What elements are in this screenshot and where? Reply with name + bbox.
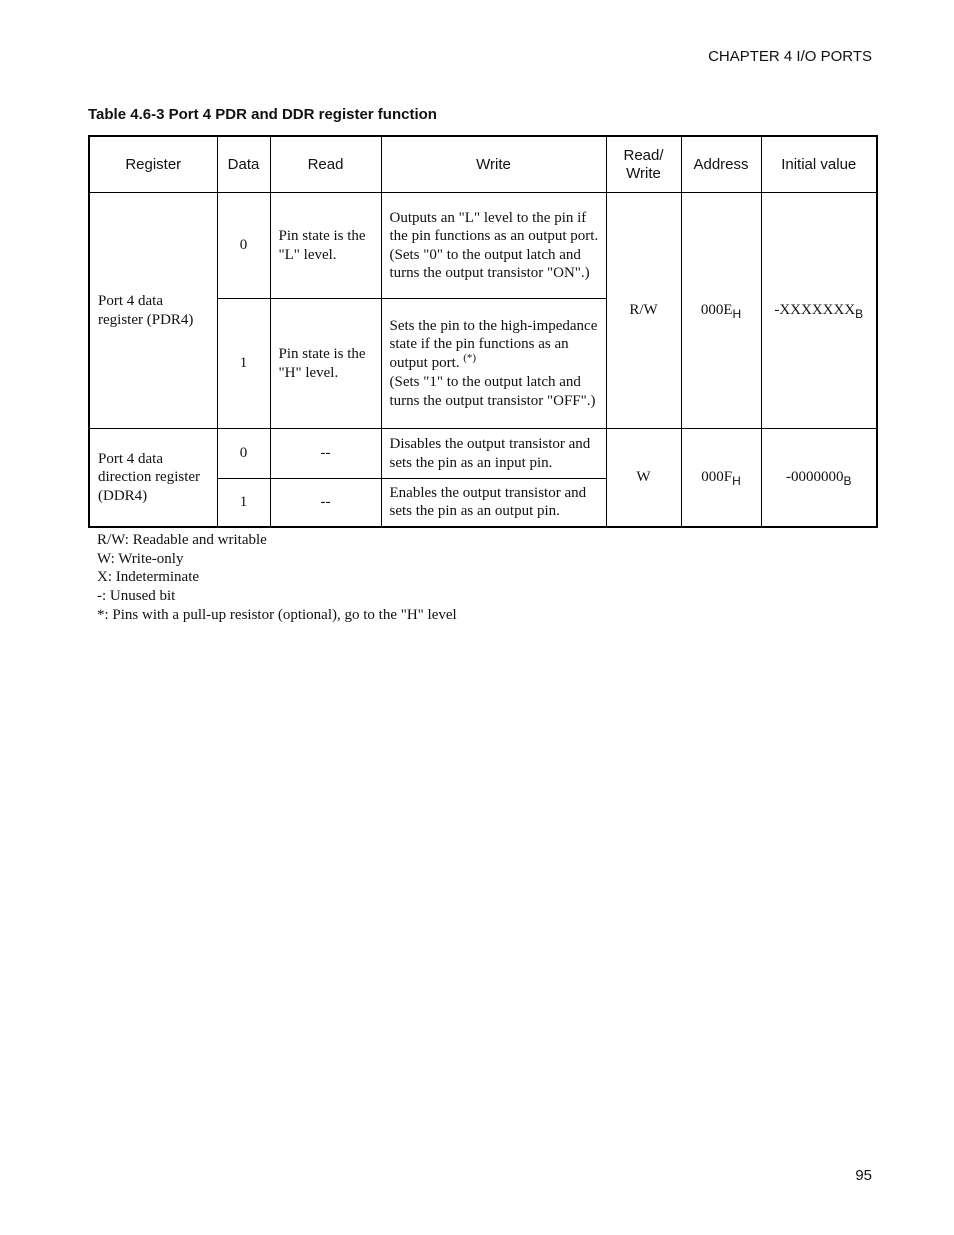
ddr-read-write: W <box>606 429 681 527</box>
pdr-read-1: Pin state is the "H" level. <box>270 299 381 429</box>
column-header-read-write <box>606 136 681 193</box>
column-header-data: Data <box>217 136 270 193</box>
pdr-address <box>681 193 761 429</box>
pdr-initial-value <box>761 193 877 429</box>
pdr-read-write: R/W <box>606 193 681 429</box>
note-rw: R/W: Readable and writable <box>97 532 267 548</box>
table-caption: Table 4.6-3 Port 4 PDR and DDR register function <box>88 106 437 123</box>
ddr-address-hex-suffix: H <box>732 474 741 488</box>
pdr-write-1-footnote-mark: (*) <box>463 351 477 364</box>
column-header-rw-line1: Read/ <box>623 146 664 164</box>
table-row <box>89 429 877 479</box>
ddr-register-name: Port 4 data direction register (DDR4) <box>89 429 217 527</box>
column-header-address: Address <box>681 136 761 193</box>
ddr-initial-value-bits: -0000000 <box>785 469 844 485</box>
column-header-register: Register <box>89 136 217 193</box>
ddr-write-0: Disables the output transistor and sets the pin as an input pin. <box>381 429 606 479</box>
column-header-rw-line2: Write <box>626 164 661 182</box>
pdr-register-name: Port 4 data register (PDR4) <box>89 193 217 429</box>
note-unused: -: Unused bit <box>97 588 176 605</box>
pdr-address-value: 000E <box>700 302 733 319</box>
note-w: W: Write-only <box>97 550 184 567</box>
page-number: 95 <box>855 1167 872 1184</box>
pdr-write-0 <box>381 193 606 299</box>
register-table <box>88 135 878 528</box>
ddr-data-0: 0 <box>217 429 270 479</box>
ddr-read-0: -- <box>270 429 381 479</box>
ddr-write-1: Enables the output transistor and sets the pin as an output pin. <box>381 479 606 527</box>
ddr-address <box>681 429 761 527</box>
pdr-write-0-line1: Outputs an "L" level to the pin if the pin functions as an output port. <box>389 209 599 244</box>
ddr-address-value: 000F <box>701 469 733 485</box>
column-header-read: Read <box>270 136 381 193</box>
ddr-data-1: 1 <box>217 479 270 527</box>
pdr-write-1-line1: Sets the pin to the high-impedance state if the pin functions as an output port. <box>389 317 598 371</box>
pdr-address-hex-suffix: H <box>732 307 742 322</box>
ddr-initial-binary-suffix: B <box>843 474 852 488</box>
pdr-initial-value-bits: -XXXXXXX <box>774 302 856 319</box>
note-pull-up: *: Pins with a pull-up resistor (optional), go to the "H" level <box>97 606 457 623</box>
pdr-data-0: 0 <box>217 193 270 299</box>
ddr-read-1: -- <box>270 479 381 527</box>
table-header-row <box>89 136 877 193</box>
pdr-initial-binary-suffix: B <box>855 307 864 322</box>
column-header-write: Write <box>381 136 606 193</box>
note-x: X: Indeterminate <box>97 569 200 586</box>
chapter-header: CHAPTER 4 I/O PORTS <box>708 48 872 65</box>
pdr-write-0-line2: (Sets "0" to the output latch and turns the output transistor "ON".) <box>389 246 590 281</box>
column-header-initial-value: Initial value <box>761 136 877 193</box>
pdr-write-1 <box>381 299 606 429</box>
pdr-read-0: Pin state is the "L" level. <box>270 193 381 299</box>
pdr-write-1-line2: (Sets "1" to the output latch and turns the output transistor "OFF".) <box>389 374 596 409</box>
ddr-initial-value <box>761 429 877 527</box>
table-row <box>89 193 877 299</box>
table-notes <box>97 531 457 625</box>
pdr-data-1: 1 <box>217 299 270 429</box>
